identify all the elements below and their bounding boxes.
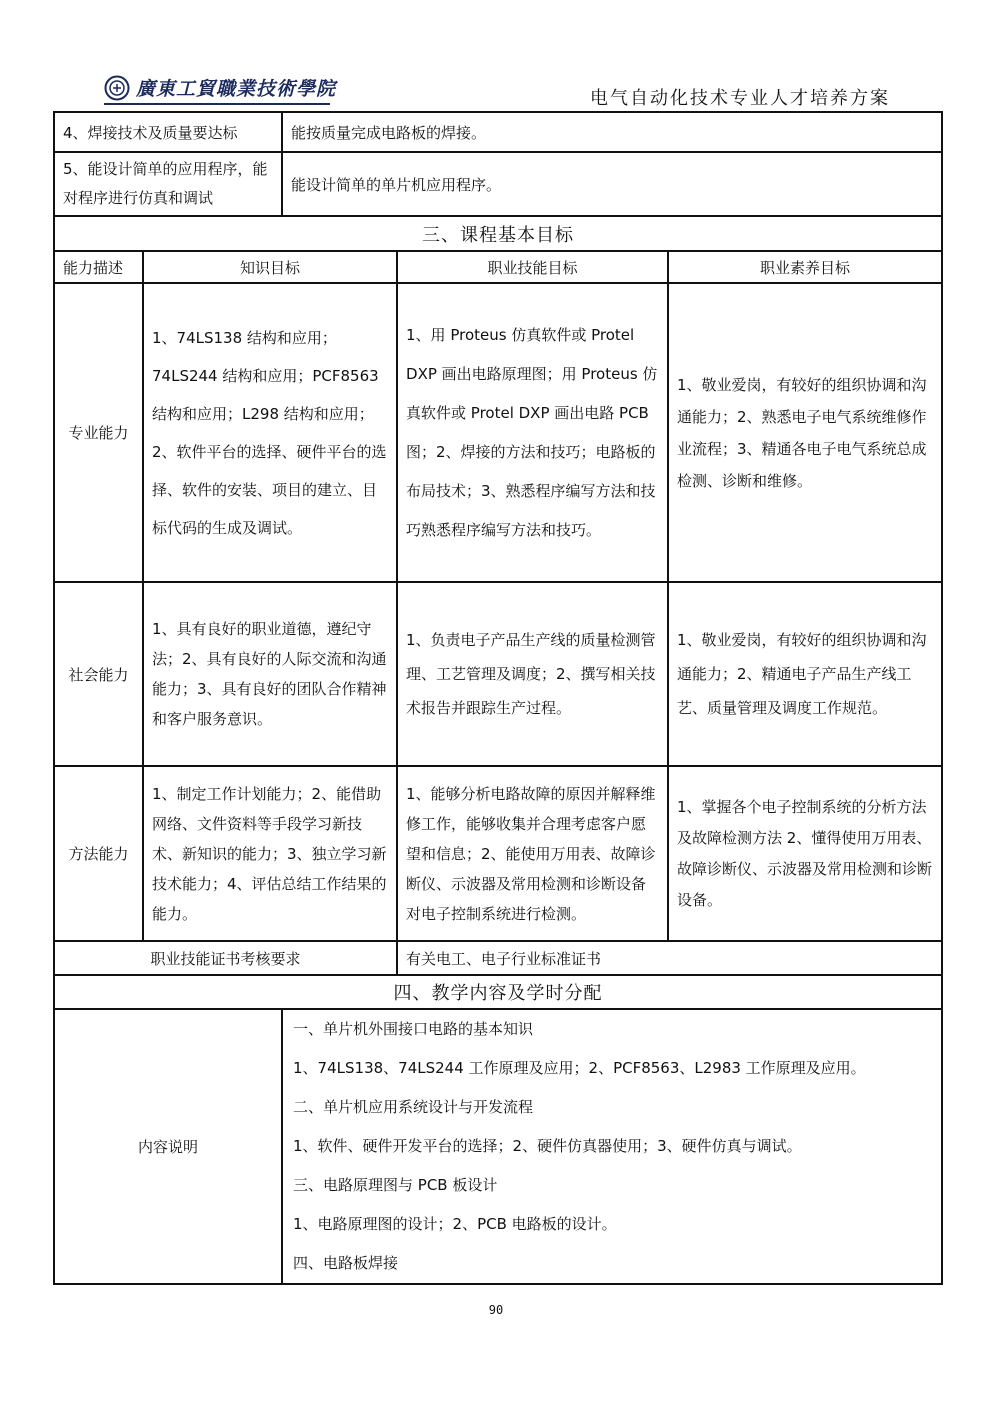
cell-text: 1、用 Proteus 仿真软件或 Protel DXP 画出电路原理图；用 Proteus 仿真软件或 Protel DXP 画出电路 PCB 图；2、焊接的方法和技巧；电路板的布局技术；3、熟悉程序编写方法和技巧熟悉程序编写方法和技巧。 — [406, 325, 658, 539]
page-header — [104, 74, 890, 109]
knowledge-cell — [143, 766, 397, 941]
ability-label: 专业能力 — [54, 283, 143, 582]
content-line: 1、电路原理图的设计；2、PCB 电路板的设计。 — [293, 1215, 617, 1233]
cell-text: 1、敬业爱岗，有较好的组织协调和沟通能力；2、精通电子产品生产线工艺、质量管理及调度工作规范。 — [677, 631, 927, 717]
cell-text: 1、敬业爱岗，有较好的组织协调和沟通能力；2、熟悉电子电气系统维修作业流程；3、精通各电子电气系统总成检测、诊断和维修。 — [677, 375, 927, 490]
section-title: 三、课程基本目标 — [54, 216, 942, 251]
skill-cell — [397, 283, 668, 582]
school-name: 廣東工貿職業技術學院 — [136, 78, 337, 100]
table-header-row — [54, 251, 942, 283]
cell-text: 1、掌握各个电子控制系统的分析方法及故障检测方法 2、懂得使用万用表、故障诊断仪、示波器及常用检测和诊断设备。 — [677, 797, 933, 909]
content-line: 三、电路原理图与 PCB 板设计 — [293, 1176, 498, 1194]
column-header: 知识目标 — [143, 251, 397, 283]
page-number: 90 — [488, 1303, 504, 1317]
literacy-cell — [668, 582, 942, 766]
table-row — [54, 582, 942, 766]
cert-label: 职业技能证书考核要求 — [54, 941, 397, 975]
table-row — [54, 112, 942, 152]
content-line: 四、电路板焊接 — [293, 1254, 399, 1272]
ability-label: 社会能力 — [54, 582, 143, 766]
knowledge-cell — [143, 283, 397, 582]
content-line: 一、单片机外围接口电路的基本知识 — [293, 1020, 534, 1038]
table-row — [54, 941, 942, 975]
table-row — [54, 152, 942, 216]
school-logo — [104, 74, 336, 101]
literacy-cell — [668, 766, 942, 941]
table-row — [54, 766, 942, 941]
column-header: 职业技能目标 — [397, 251, 668, 283]
column-header: 能力描述 — [54, 251, 143, 283]
ability-label: 方法能力 — [54, 766, 143, 941]
content-line: 1、74LS138、74LS244 工作原理及应用；2、PCF8563、L2983 工作原理及应用。 — [293, 1059, 866, 1077]
content-label: 内容说明 — [54, 1009, 282, 1284]
content-line: 二、单片机应用系统设计与开发流程 — [293, 1098, 534, 1116]
row-value: 能按质量完成电路板的焊接。 — [282, 112, 942, 152]
row-label: 4、焊接技术及质量要达标 — [54, 112, 282, 152]
row-value: 能设计简单的单片机应用程序。 — [282, 152, 942, 216]
content-line: 1、软件、硬件开发平台的选择；2、硬件仿真器使用；3、硬件仿真与调试。 — [293, 1137, 802, 1155]
column-header: 职业素养目标 — [668, 251, 942, 283]
cell-text: 1、制定工作计划能力；2、能借助网络、文件资料等手段学习新技术、新知识的能力；3、独立学习新技术能力；4、评估总结工作结果的能力。 — [152, 784, 387, 923]
table-row — [54, 283, 942, 582]
cell-text: 1、具有良好的职业道德，遵纪守法；2、具有良好的人际交流和沟通能力；3、具有良好的团队合作精神和客户服务意识。 — [152, 620, 387, 728]
cell-text: 1、能够分析电路故障的原因并解释维修工作，能够收集并合理考虑客户愿望和信息；2、能使用万用表、故障诊断仪、示波器及常用检测和诊断设备对电子控制系统进行检测。 — [406, 784, 656, 923]
row-label: 5、能设计简单的应用程序，能对程序进行仿真和调试 — [54, 152, 282, 216]
table-row — [54, 975, 942, 1009]
header-rule — [104, 103, 330, 105]
skill-cell — [397, 582, 668, 766]
cert-value: 有关电工、电子行业标准证书 — [397, 941, 942, 975]
literacy-cell — [668, 283, 942, 582]
cell-text: 1、负责电子产品生产线的质量检测管理、工艺管理及调度；2、撰写相关技术报告并跟踪生产过程。 — [406, 631, 656, 717]
section-title: 四、教学内容及学时分配 — [54, 975, 942, 1009]
table-row — [54, 1009, 942, 1284]
cell-text: 1、74LS138 结构和应用；74LS244 结构和应用；PCF8563 结构和应用；L298 结构和应用；2、软件平台的选择、硬件平台的选择、软件的安装、项目的建立、目标代码的生成及调试。 — [152, 328, 387, 537]
knowledge-cell — [143, 582, 397, 766]
content-cell — [282, 1009, 942, 1284]
course-table — [53, 111, 943, 1285]
skill-cell — [397, 766, 668, 941]
school-emblem-icon — [104, 75, 130, 101]
table-row — [54, 216, 942, 251]
document-title: 电气自动化技术专业人才培养方案 — [590, 84, 890, 113]
